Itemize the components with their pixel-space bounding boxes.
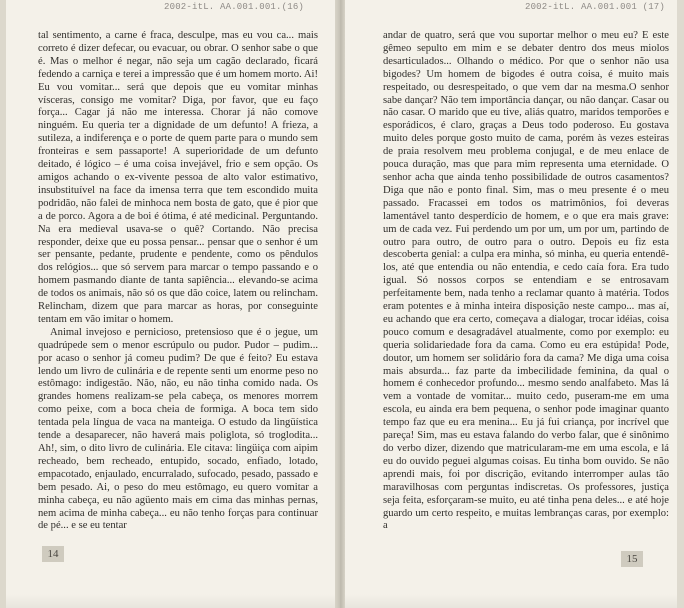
- left-page-text: [38, 30, 318, 533]
- paragraph: tal sentimento, a carne é fraca, desculpe, mas eu vou ca... mais correto é dizer defecar, ou evacuar, ou obrar. O senhor sabe o que é. Mas o melhor é negar, não seja um cagão declarado, ficará fedendo a carniça e terei a impressão que é um homem morto. Ai! Eu vou vomitar... será que depois que eu vomitar minhas vísceras, consigo me vomitar? Diga, por favor, que eu faço força... Cagar já não me interessa. Chorar já não comove ninguém. Eu queria ter a dignidade de um defunto! A frieza, a sutileza, a indiferença e o porte de quem parte para o mundo sem fronteiras e sem passaporte! A superioridade de um defunto deitado, é lógico – é uma coisa invejável, frio e sem opção. Os amigos achando o ex-vivente pessoa de alto valor estimativo, insubstituível na face da imensa terra que tem escondido muita podridão, não falei de minhoca nem bosta de gato, que é pior que a de porco. Agora a de boi é ótima, é até medicinal. Perguntando. Na era medieval usava-se o quê? Cortando. Não precisa responder, deixe que eu possa pensar... pensar que o senhor é um ser pensante, pedante, prudente e pendente, como os pêndulos dos relógios... que só servem para marcar o tempo passando e o homem pasmando diante de tanta sapiência... elevando-se acima de todos os animais, não só os que dão coice, latem ou relincham. Relincham, dizem que para marcar as horas, por conseguinte tentam em vão imitar o homem.: [38, 30, 318, 325]
- left-page: [6, 0, 335, 608]
- page-shadow: [6, 594, 335, 608]
- right-page-edge: [677, 0, 684, 608]
- book-gutter: [335, 0, 345, 608]
- page-number-left: 14: [42, 546, 64, 562]
- page-shadow: [345, 594, 677, 608]
- paragraph: andar de quatro, será que vou suportar melhor o meu eu? E este gêmeo sepulto em mim e se debater dentro dos meus miolos desarticulados... Olhando o médico. Por que o senhor não usa bigodes? Um homem de bigodes é outra coisa, é muito mais respeitado, ou desrespeitado, o que vem dar na mesma.O senhor sabe dançar? Não tem importância dançar, ou não dançar. Casar ou não casar. O marido que eu tive, aliás quatro, maridos temporões e esporádicos, é claro, graças a Deus todo poderoso. Eu gostava muito deles porque gosto muito de cama, porém às vezes esteiras de praia resolvem meu problema conjugal, e de meu enlace de pouca duração, mas que para mim representa uma eternidade. O senhor acha que ainda tenho possibilidade de outros casamentos? Diga que não e ponto final. Sim, mas o meu presente é o meu passado. Fracassei em todos os matrimônios, foi deveras lamentável tanto desperdício de homem, e o que era mais grave: um de cada vez. Fui perdendo um por um, um por um, partindo de outro para outro, de outro para o outro. Depois eu fiz esta descoberta genial: a culpa era minha, só minha, eu queria entendê-los, até que entendia ou não entendia, e cedo caía fora. Era tudo igual. Só nossos corpos se entendiam e se entrosavam perfeitamente bem, nada tenho a reclamar quanto à matéria. Todos eram potentes e à minha inteira disposição neste campo... mas aí, eu achando que era certo, começava a dialogar, trocar idéias, coisa pouco comum e desagradável atualmente, como por exemplo: eu queria solidariedade fora da cama. Como eu era estúpida! Pode, doutor, um homem ser solidário fora da cama? Me diga uma coisa mais absurda... faz parte da imbecilidade feminina, da qual o homem é conhecedor profundo... mesmo sendo analfabeto. Mas lá vem a vontade de vomitar... muito cedo, puseram-me em uma escola, eu ainda era bem pequena, o senhor pode imaginar quanto tempo faz que eu era menina... Eu já fui criança, por incrível que pareça! Sim, mas eu estava falando do verbo falar, que é sinônimo do verbo dizer, dizendo que matricularam-me em uma escola, e lá eu do ouvido peguei algumas coisas. Eu tinha bom ouvido. Se não aprendi mais, foi por discrição, evitando interromper aulas tão maravilhosas com perguntas indiscretas. Os professores, justiça seja feita, esforçaram-se muito, eu até tinha pena deles... e até hoje guardo um certo respeito, e muitas lembranças caras, por exemplo: a: [383, 30, 669, 532]
- right-page-text: [383, 30, 669, 533]
- right-page: [345, 0, 677, 608]
- archive-stamp-left: 2002-itL. AA.001.001.(16): [164, 2, 305, 12]
- paragraph: Animal invejoso e pernicioso, pretensioso que é o jegue, um quadrúpede sem o menor escrúpulo ou pudor. Pudor – pudim... por acaso o senhor já comeu pudim? De que é feito? Eu estava lendo um livro de culinária e de repente senti um enorme peso no estômago: indigestão. Não, não, eu não tinha comido nada. Os grandes homens realizam-se pela cabeça, os menores morrem como peixe, com a boca cheia de formiga. A boca tem sido tentada pela língua de vaca na manteiga. O estudo da lingüística tende a desaparecer, não haverá mais poliglota, só troglodita... Ah!, sim, o dito livro de culinária. Ele citava: lingüiça com aipim recheado, bem recheado, entupido, socado, enfiado, lotado, empacotado, enjaulado, encurralado, sufocado, pesado, passado e bem pesado. Ai, o peso do meu estômago, eu quero vomitar a minha cabeça, eu não agüento mais em cima das minhas pernas, nem acima de minha cabeça... eu não tenho forças para continuar de pé... e se eu tentar: [38, 326, 318, 532]
- archive-stamp-right: 2002-itL. AA.001.001 (17): [524, 2, 665, 12]
- page-number-right: 15: [621, 551, 643, 567]
